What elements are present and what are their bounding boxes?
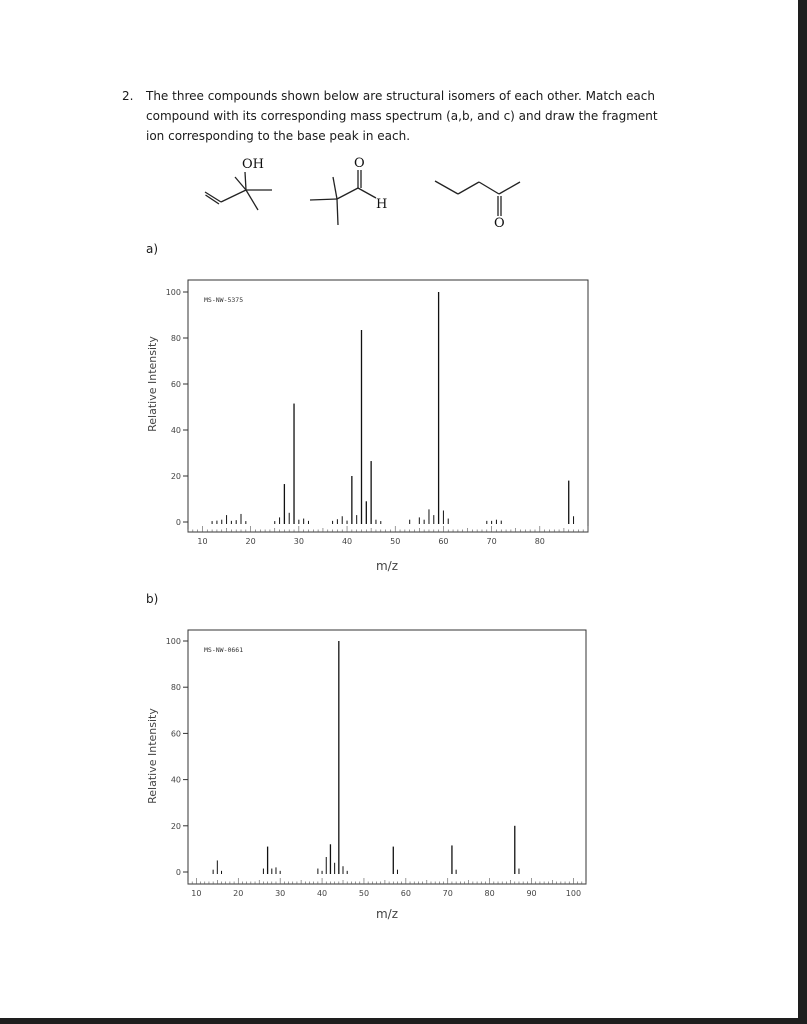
oh-label: OH bbox=[242, 157, 264, 172]
y-tick-label: 40 bbox=[170, 775, 181, 785]
peaks bbox=[212, 292, 573, 524]
peaks bbox=[213, 641, 519, 874]
y-tick-label: 0 bbox=[175, 868, 181, 877]
y-tick-label: 100 bbox=[165, 637, 181, 646]
y-tick-label: 60 bbox=[170, 729, 181, 739]
y-tick-label: 20 bbox=[170, 472, 181, 481]
y-axis-label: Relative Intensity bbox=[146, 336, 159, 432]
x-tick-label: 100 bbox=[565, 889, 582, 898]
x-tick-label: 30 bbox=[275, 889, 286, 898]
y-tick-label: 0 bbox=[175, 518, 181, 527]
x-tick-label: 90 bbox=[526, 889, 537, 898]
spectrum-id: MS-NW-5375 bbox=[204, 296, 244, 304]
o-label-ketone: O bbox=[494, 216, 505, 231]
x-tick-label: 80 bbox=[534, 537, 545, 546]
y-tick-label: 60 bbox=[170, 380, 181, 389]
y-tick-label: 20 bbox=[170, 821, 181, 831]
x-tick-label: 50 bbox=[390, 537, 401, 546]
axis-ticks bbox=[166, 288, 588, 546]
x-tick-label: 20 bbox=[245, 537, 256, 546]
x-axis-label: m/z bbox=[375, 907, 399, 921]
x-tick-label: 10 bbox=[197, 537, 208, 546]
x-tick-label: 60 bbox=[438, 537, 449, 546]
x-tick-label: 60 bbox=[400, 889, 411, 898]
y-axis-label: Relative Intensity bbox=[146, 708, 159, 804]
x-tick-label: 70 bbox=[486, 537, 497, 546]
x-tick-label: 10 bbox=[191, 889, 202, 898]
structures bbox=[190, 150, 540, 232]
structure-3 bbox=[435, 181, 520, 216]
o-label-aldehyde: O bbox=[354, 156, 365, 171]
x-tick-label: 40 bbox=[316, 889, 328, 898]
x-tick-label: 80 bbox=[484, 889, 495, 898]
spectrum-id: MS-NW-0661 bbox=[204, 646, 244, 654]
x-tick-label: 20 bbox=[233, 889, 244, 898]
structure-2 bbox=[310, 170, 376, 225]
question-number: 2. bbox=[122, 89, 134, 103]
plot-frame bbox=[188, 280, 588, 532]
y-tick-label: 80 bbox=[170, 334, 181, 343]
y-tick-label: 80 bbox=[170, 683, 181, 693]
axis-ticks bbox=[166, 637, 586, 898]
h-label: H bbox=[376, 197, 388, 212]
y-tick-label: 40 bbox=[170, 426, 181, 435]
structure-1 bbox=[205, 172, 272, 210]
x-tick-label: 70 bbox=[442, 889, 453, 898]
x-tick-label: 50 bbox=[358, 889, 370, 898]
part-a-label: a) bbox=[146, 242, 159, 256]
plot-frame bbox=[188, 630, 586, 884]
part-b-label: b) bbox=[146, 592, 159, 606]
x-tick-label: 40 bbox=[341, 537, 353, 546]
y-tick-label: 100 bbox=[165, 288, 181, 297]
question-text: The three compounds shown below are structural isomers of each other. Match each compound with its corresponding mass spectrum (a,b, and c) and draw the fragment ion corresponding to the base peak in each. bbox=[146, 89, 658, 143]
x-tick-label: 30 bbox=[293, 537, 304, 546]
x-axis-label: m/z bbox=[375, 559, 399, 573]
spectrum-a bbox=[140, 270, 600, 580]
spectrum-b bbox=[140, 620, 600, 930]
